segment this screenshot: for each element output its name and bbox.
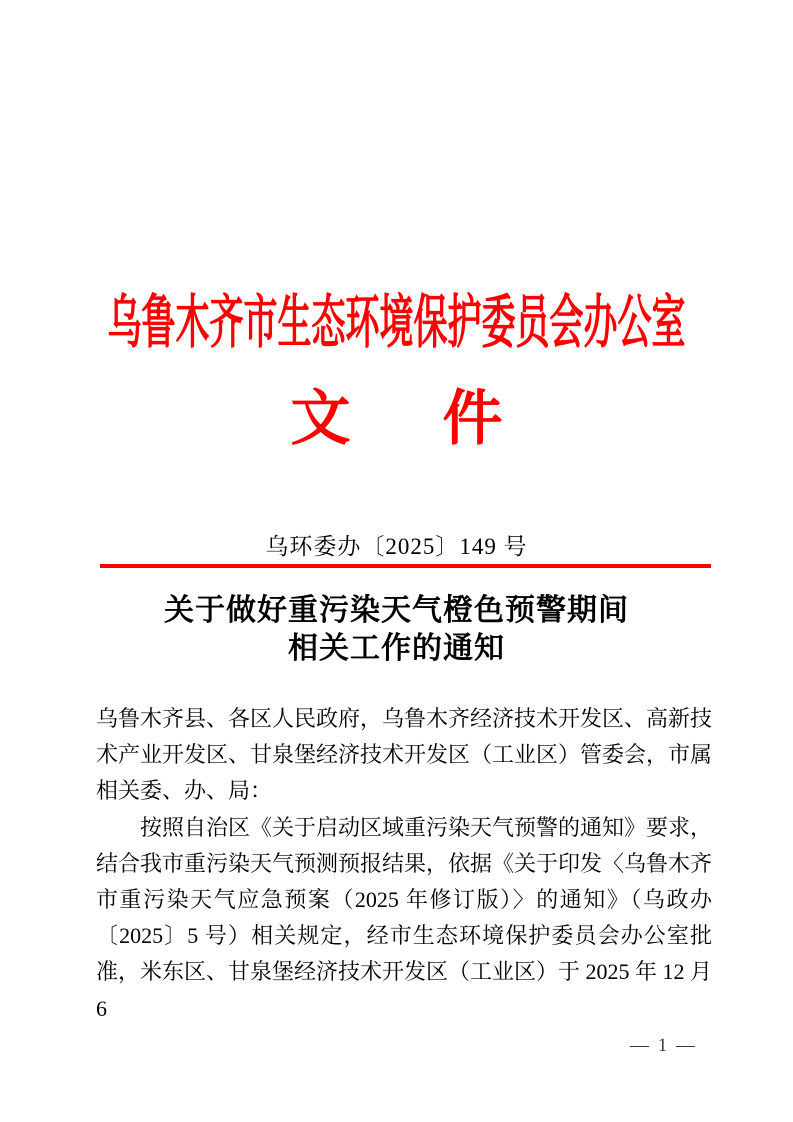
doc-title <box>0 592 793 668</box>
doc-reference-number: 乌环委办〔2025〕149 号 <box>265 534 528 559</box>
letterhead-org-name: 乌鲁木齐市生态环境保护委员会办公室 <box>107 292 686 356</box>
doc-title-line-1: 关于做好重污染天气橙色预警期间 <box>164 594 629 627</box>
body-paragraph-main: 按照自治区《关于启动区域重污染天气预警的通知》要求，结合我市重污染天气预测预报结果，依据《关于印发〈乌鲁木齐市重污染天气应急预案（2025 年修订版）〉的通知》（乌政办〔2025〕5 号）相关规定，经市生态环境保护委员会办公室批准，米东区、甘泉堡经济技术开发区（工业区）于 2025 年 12 月 6 <box>96 814 713 1021</box>
letterhead <box>0 292 793 356</box>
page-number: — 1 — <box>630 1035 697 1056</box>
red-separator-rule <box>100 564 711 568</box>
body-paragraph-salutation: 乌鲁木齐县、各区人民政府，乌鲁木齐经济技术开发区、高新技术产业开发区、甘泉堡经济技术开发区（工业区）管委会，市属相关委、办、局： <box>96 706 713 804</box>
doc-title-line-2: 相关工作的通知 <box>288 632 505 665</box>
letterhead-doc-type <box>0 388 793 451</box>
doc-body <box>96 701 712 1027</box>
doc-type-char-wen: 文 <box>290 386 351 452</box>
doc-type-char-jian: 件 <box>442 386 503 452</box>
